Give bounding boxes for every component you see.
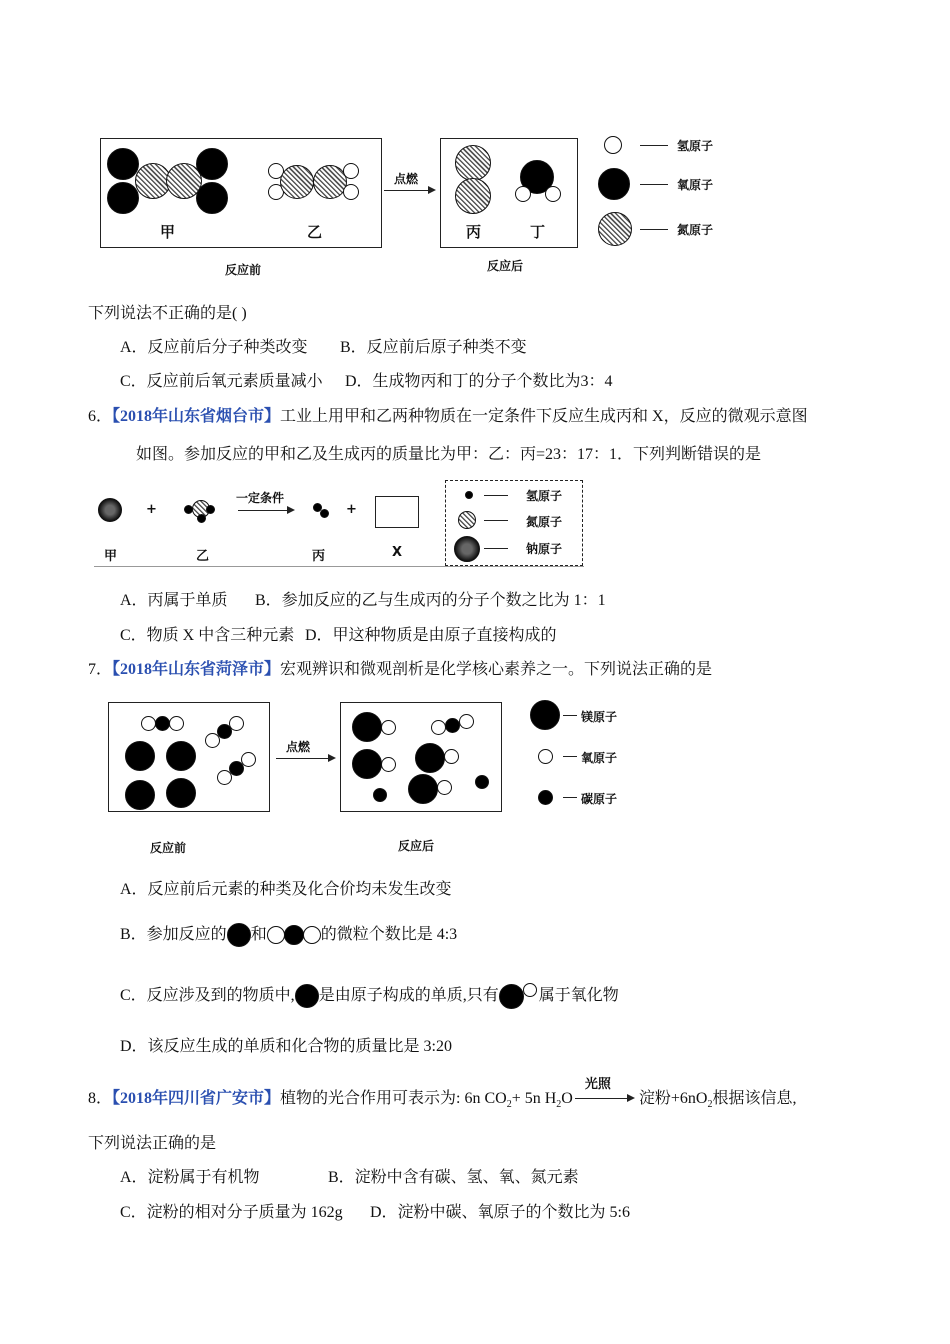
hydrogen-atom	[197, 514, 206, 523]
label-bing: 丙	[312, 549, 326, 564]
magnesium-atom	[352, 712, 382, 742]
q8-option-a: A．淀粉属于有机物	[120, 1169, 260, 1186]
carbon-atom	[475, 775, 489, 789]
q6-stem1: 工业上用甲和乙两种物质在一定条件下反应生成丙和 X，反应的微观示意图	[280, 408, 808, 425]
label-yi: 乙	[307, 223, 323, 241]
label-x: X	[392, 545, 403, 560]
legend-hydrogen-label: 氢原子	[677, 139, 714, 153]
hydrogen-atom	[206, 505, 215, 514]
q5-option-b: B．反应前后原子种类不变	[340, 339, 527, 356]
legend-oxygen-label: 氧原子	[677, 178, 714, 192]
q6-option-b: B．参加反应的乙与生成丙的分子个数之比为 1：1	[255, 592, 606, 609]
magnesium-atom	[166, 778, 196, 808]
before-label: 反应前	[225, 263, 262, 277]
legend-nitrogen-symbol	[598, 212, 632, 246]
hydrogen-atom	[320, 509, 329, 518]
product-x-box	[375, 496, 419, 528]
q7-source: 【2018年山东省菏泽市】	[112, 661, 281, 678]
oxygen-atom	[107, 148, 139, 180]
hydrogen-atom	[343, 184, 359, 200]
oxygen-atom	[444, 749, 459, 764]
label-ding: 丁	[530, 223, 546, 241]
q7-number: 7．	[88, 661, 113, 678]
reaction-arrow	[238, 510, 293, 511]
sodium-atom	[98, 498, 122, 522]
plus-sign: +	[346, 502, 357, 517]
legend-sodium-symbol	[454, 536, 480, 562]
q7-option-a: A．反应前后元素的种类及化合价均未发生改变	[120, 881, 452, 898]
label-jia: 甲	[104, 549, 118, 564]
oxygen-atom	[107, 182, 139, 214]
oxygen-atom	[437, 780, 452, 795]
magnesium-atom	[352, 749, 382, 779]
q6-option-a: A．丙属于单质	[120, 592, 228, 609]
legend-carbon-label: 碳原子	[581, 792, 618, 806]
legend-nitrogen-label: 氮原子	[677, 223, 714, 237]
hydrogen-atom	[343, 163, 359, 179]
magnesium-atom	[166, 741, 196, 771]
carbon-atom	[373, 788, 387, 802]
q6-source: 【2018年山东省烟台市】	[112, 408, 281, 425]
legend-nitrogen-label: 氮原子	[526, 515, 563, 529]
label-yi: 乙	[196, 549, 210, 564]
mgo-molecule-inline-icon	[499, 983, 539, 1009]
mg-atom-inline-icon	[295, 984, 319, 1008]
legend-oxygen-symbol	[598, 168, 630, 200]
oxygen-atom	[381, 720, 396, 735]
magnesium-atom	[408, 774, 438, 804]
q8-option-d: D．淀粉中碳、氧原子的个数比为 5:6	[370, 1204, 631, 1221]
bottom-rule	[94, 566, 584, 567]
q6-option-c: C．物质 X 中含三种元素	[120, 627, 295, 644]
label-bing: 丙	[466, 223, 482, 241]
q5-stem: 下列说法不正确的是( )	[88, 305, 247, 322]
q8-option-b: B．淀粉中含有碳、氢、氧、氮元素	[328, 1169, 579, 1186]
oxygen-atom	[196, 148, 228, 180]
legend-hydrogen-symbol	[604, 136, 622, 154]
q8-stem-line2: 下列说法正确的是	[88, 1135, 217, 1152]
nitrogen-atom	[280, 165, 314, 199]
plus-sign: +	[146, 502, 157, 517]
nitrogen-atom	[455, 178, 491, 214]
before-label: 反应前	[150, 841, 187, 855]
label-jia: 甲	[160, 223, 176, 241]
q6-option-d: D．甲这种物质是由原子直接构成的	[305, 627, 557, 644]
q5-option-d: D．生成物丙和丁的分子个数比为3：4	[345, 373, 613, 390]
q8-option-c: C．淀粉的相对分子质量为 162g	[120, 1204, 343, 1221]
reaction-arrow	[276, 758, 334, 759]
nitrogen-atom	[313, 165, 347, 199]
legend-magnesium-label: 镁原子	[581, 710, 618, 724]
q7-stem	[88, 660, 712, 680]
co2-molecule-inline-icon	[267, 924, 321, 946]
oxygen-atom	[431, 720, 446, 735]
hydrogen-atom	[515, 186, 531, 202]
magnesium-atom	[125, 741, 155, 771]
carbon-atom	[155, 716, 170, 731]
legend-sodium-label: 钠原子	[526, 542, 563, 556]
oxygen-atom	[141, 716, 156, 731]
hydrogen-atom	[184, 505, 193, 514]
legend-hydrogen-symbol	[465, 491, 473, 499]
reaction-arrow	[384, 190, 434, 191]
q6-stem-line1	[88, 407, 808, 427]
q8-number: 8．	[88, 1090, 113, 1107]
oxygen-atom	[196, 182, 228, 214]
legend-hydrogen-label: 氢原子	[526, 489, 563, 503]
oxygen-atom	[205, 733, 220, 748]
oxygen-atom	[459, 714, 474, 729]
legend-nitrogen-symbol	[458, 511, 476, 529]
oxygen-atom	[169, 716, 184, 731]
legend-magnesium-symbol	[530, 700, 560, 730]
q8-stem-line1: 8．【2018年四川省广安市】植物的光合作用可表示为: 6n $CO_2+ 5n$ $H_2O$ 光照 淀粉$+6nO_2$根据该信息,	[88, 1077, 797, 1111]
q7-option-c: C．反应涉及到的物质中, 是由原子构成的单质,只有 属于氧化物	[120, 982, 619, 1010]
after-label: 反应后	[487, 259, 524, 273]
light-arrow: 光照	[573, 1089, 639, 1109]
hydrogen-atom	[545, 186, 561, 202]
legend-oxygen-symbol	[538, 749, 553, 764]
carbon-atom	[445, 718, 460, 733]
legend-oxygen-label: 氧原子	[581, 751, 618, 765]
after-label: 反应后	[398, 839, 435, 853]
q7-option-d: D．该反应生成的单质和化合物的质量比是 3:20	[120, 1038, 453, 1055]
legend-carbon-symbol	[538, 790, 553, 805]
magnesium-atom	[125, 780, 155, 810]
q5-option-c: C．反应前后氧元素质量减小	[120, 373, 323, 390]
q8-source: 【2018年四川省广安市】	[112, 1090, 281, 1107]
q7-option-b: B．参加反应的 和 的微粒个数比是 4:3	[120, 922, 457, 948]
arrow-label: 点燃	[394, 172, 419, 186]
nitrogen-atom	[455, 145, 491, 181]
arrow-label: 点燃	[286, 740, 311, 754]
magnesium-atom	[415, 743, 445, 773]
q7-stem-text: 宏观辨识和微观剖析是化学核心素养之一。下列说法正确的是	[280, 661, 713, 678]
q5-option-a: A．反应前后分子种类改变	[120, 339, 308, 356]
q6-stem-line2: 如图。参加反应的甲和乙及生成丙的质量比为甲：乙：丙=23：17：1．下列判断错误的是	[136, 446, 762, 463]
oxygen-atom	[217, 770, 232, 785]
oxygen-atom	[381, 757, 396, 772]
condition-label: 一定条件	[236, 491, 285, 505]
mg-atom-inline-icon	[227, 923, 251, 947]
q6-number: 6．	[88, 408, 113, 425]
